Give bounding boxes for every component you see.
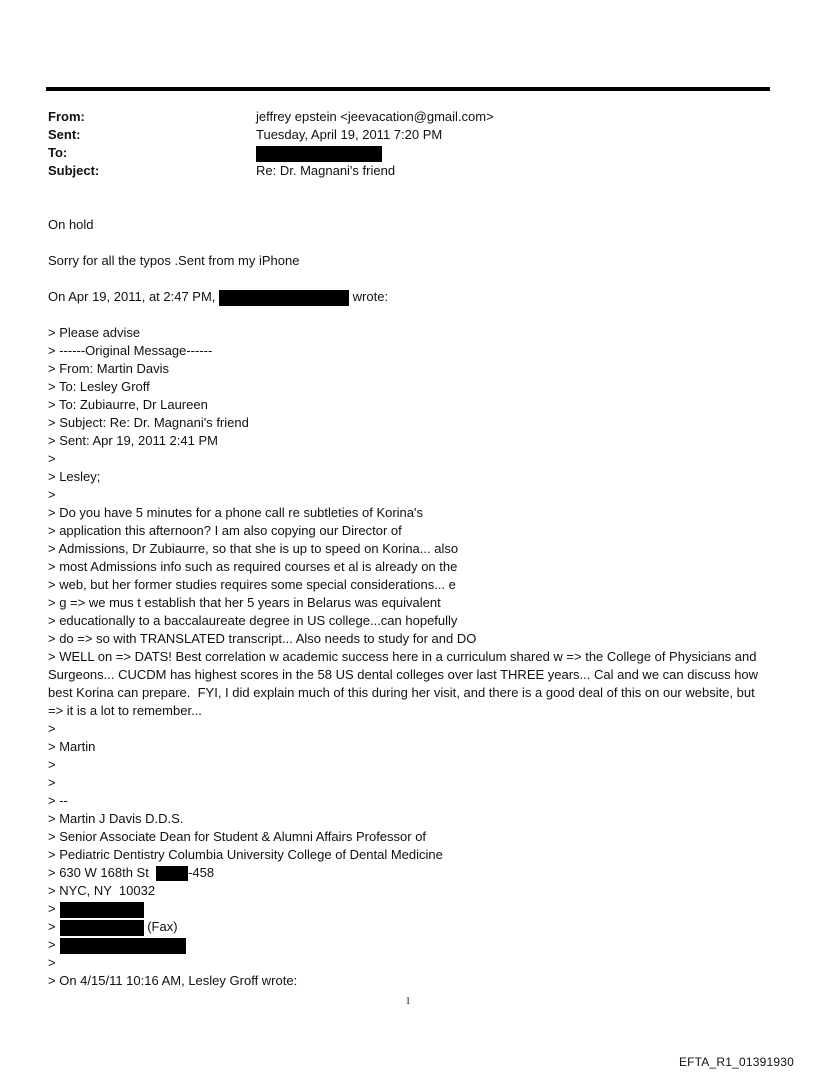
- quoted-line: > educationally to a baccalaureate degree in US college...can hopefully: [48, 613, 458, 628]
- subject-value: Re: Dr. Magnani's friend: [256, 163, 396, 178]
- quoted-line: >: [48, 451, 56, 466]
- subject-row: [48, 162, 99, 180]
- quoted-line: > ------Original Message------: [48, 343, 213, 358]
- from-label: From:: [48, 109, 85, 124]
- quote-intro-prefix: On Apr 19, 2011, at 2:47 PM,: [48, 289, 216, 304]
- quoted-line: > application this afternoon? I am also copying our Director of: [48, 523, 402, 538]
- quoted-line: >: [48, 721, 56, 736]
- quoted-line: > Pediatric Dentistry Columbia University College of Dental Medicine: [48, 847, 443, 862]
- quoted-line: > Lesley;: [48, 469, 101, 484]
- to-label: To:: [48, 145, 68, 160]
- email-body: [48, 216, 772, 990]
- sent-label: Sent:: [48, 127, 81, 142]
- redaction-block: [60, 920, 144, 936]
- quoted-line: > Martin: [48, 739, 96, 754]
- quoted-line: > --: [48, 793, 68, 808]
- quoted-line: > Subject: Re: Dr. Magnani's friend: [48, 415, 249, 430]
- quoted-line: > Admissions, Dr Zubiaurre, so that she is up to speed on Korina... also: [48, 541, 459, 556]
- from-row: [48, 108, 85, 126]
- quoted-line: >: [48, 757, 56, 772]
- header-rule: [46, 87, 770, 91]
- fax-label: (Fax): [147, 919, 178, 934]
- bates-number: EFTA_R1_01391930: [678, 1055, 794, 1069]
- quoted-line: > Please advise: [48, 325, 141, 340]
- redaction-block: [156, 866, 188, 881]
- quoted-paragraph: > WELL on => DATS! Best correlation w academic success here in a curriculum shared w => the College of Physicians and Surgeons... CUCDM has highest scores in the 58 US dental colleges over last THREE years... Cal and we can discuss how best Korina can prepare. FYI, I did explain much of this during her visit, and there is a good deal of this on our website, but => it is a lot to remember...: [48, 649, 762, 718]
- city-line: > NYC, NY 10032: [48, 883, 156, 898]
- address-line: [48, 864, 772, 882]
- gt-marker: >: [48, 937, 56, 952]
- quoted-line: > To: Lesley Groff: [48, 379, 150, 394]
- redacted-phone-line: [48, 900, 772, 918]
- redaction-block: [219, 290, 349, 306]
- fax-line: [48, 918, 772, 936]
- address-suffix: -458: [188, 865, 215, 880]
- quoted-line: > To: Zubiaurre, Dr Laureen: [48, 397, 208, 412]
- quoted-line: > do => so with TRANSLATED transcript... Also needs to study for and DO: [48, 631, 477, 646]
- sent-value: Tuesday, April 19, 2011 7:20 PM: [256, 127, 443, 142]
- redaction-block: [256, 146, 382, 162]
- final-quoted-line: > On 4/15/11 10:16 AM, Lesley Groff wrote:: [48, 973, 298, 988]
- quoted-line: > Martin J Davis D.D.S.: [48, 811, 184, 826]
- quoted-line: >: [48, 487, 56, 502]
- redaction-block: [60, 902, 144, 918]
- quote-intro-suffix: wrote:: [352, 289, 389, 304]
- quote-intro: [48, 288, 772, 306]
- spacer: [48, 234, 772, 252]
- page-number: 1: [405, 996, 411, 1007]
- spacer: [48, 306, 772, 324]
- spacer: [48, 270, 772, 288]
- to-row: [48, 144, 67, 162]
- quoted-line: >: [48, 955, 56, 970]
- quoted-line: > Senior Associate Dean for Student & Alumni Affairs Professor of: [48, 829, 427, 844]
- quoted-line: >: [48, 775, 56, 790]
- quoted-line: > From: Martin Davis: [48, 361, 169, 376]
- gt-marker: >: [48, 901, 56, 916]
- subject-label: Subject:: [48, 163, 100, 178]
- redaction-block: [60, 938, 186, 954]
- body-line-typos: Sorry for all the typos .Sent from my iPhone: [48, 253, 300, 268]
- quoted-line: > most Admissions info such as required courses et al is already on the: [48, 559, 458, 574]
- from-value: jeffrey epstein <jeevacation@gmail.com>: [256, 109, 494, 124]
- gt-marker: >: [48, 919, 56, 934]
- quoted-line: > g => we mus t establish that her 5 years in Belarus was equivalent: [48, 595, 441, 610]
- address-prefix: > 630 W 168th St: [48, 865, 149, 880]
- quoted-line: > web, but her former studies requires some special considerations... e: [48, 577, 456, 592]
- body-line-on-hold: On hold: [48, 217, 94, 232]
- quoted-line: > Sent: Apr 19, 2011 2:41 PM: [48, 433, 218, 448]
- redacted-email-line: [48, 936, 772, 954]
- sent-row: [48, 126, 81, 144]
- to-value-redacted: [256, 144, 382, 162]
- quoted-line: > Do you have 5 minutes for a phone call re subtleties of Korina's: [48, 505, 424, 520]
